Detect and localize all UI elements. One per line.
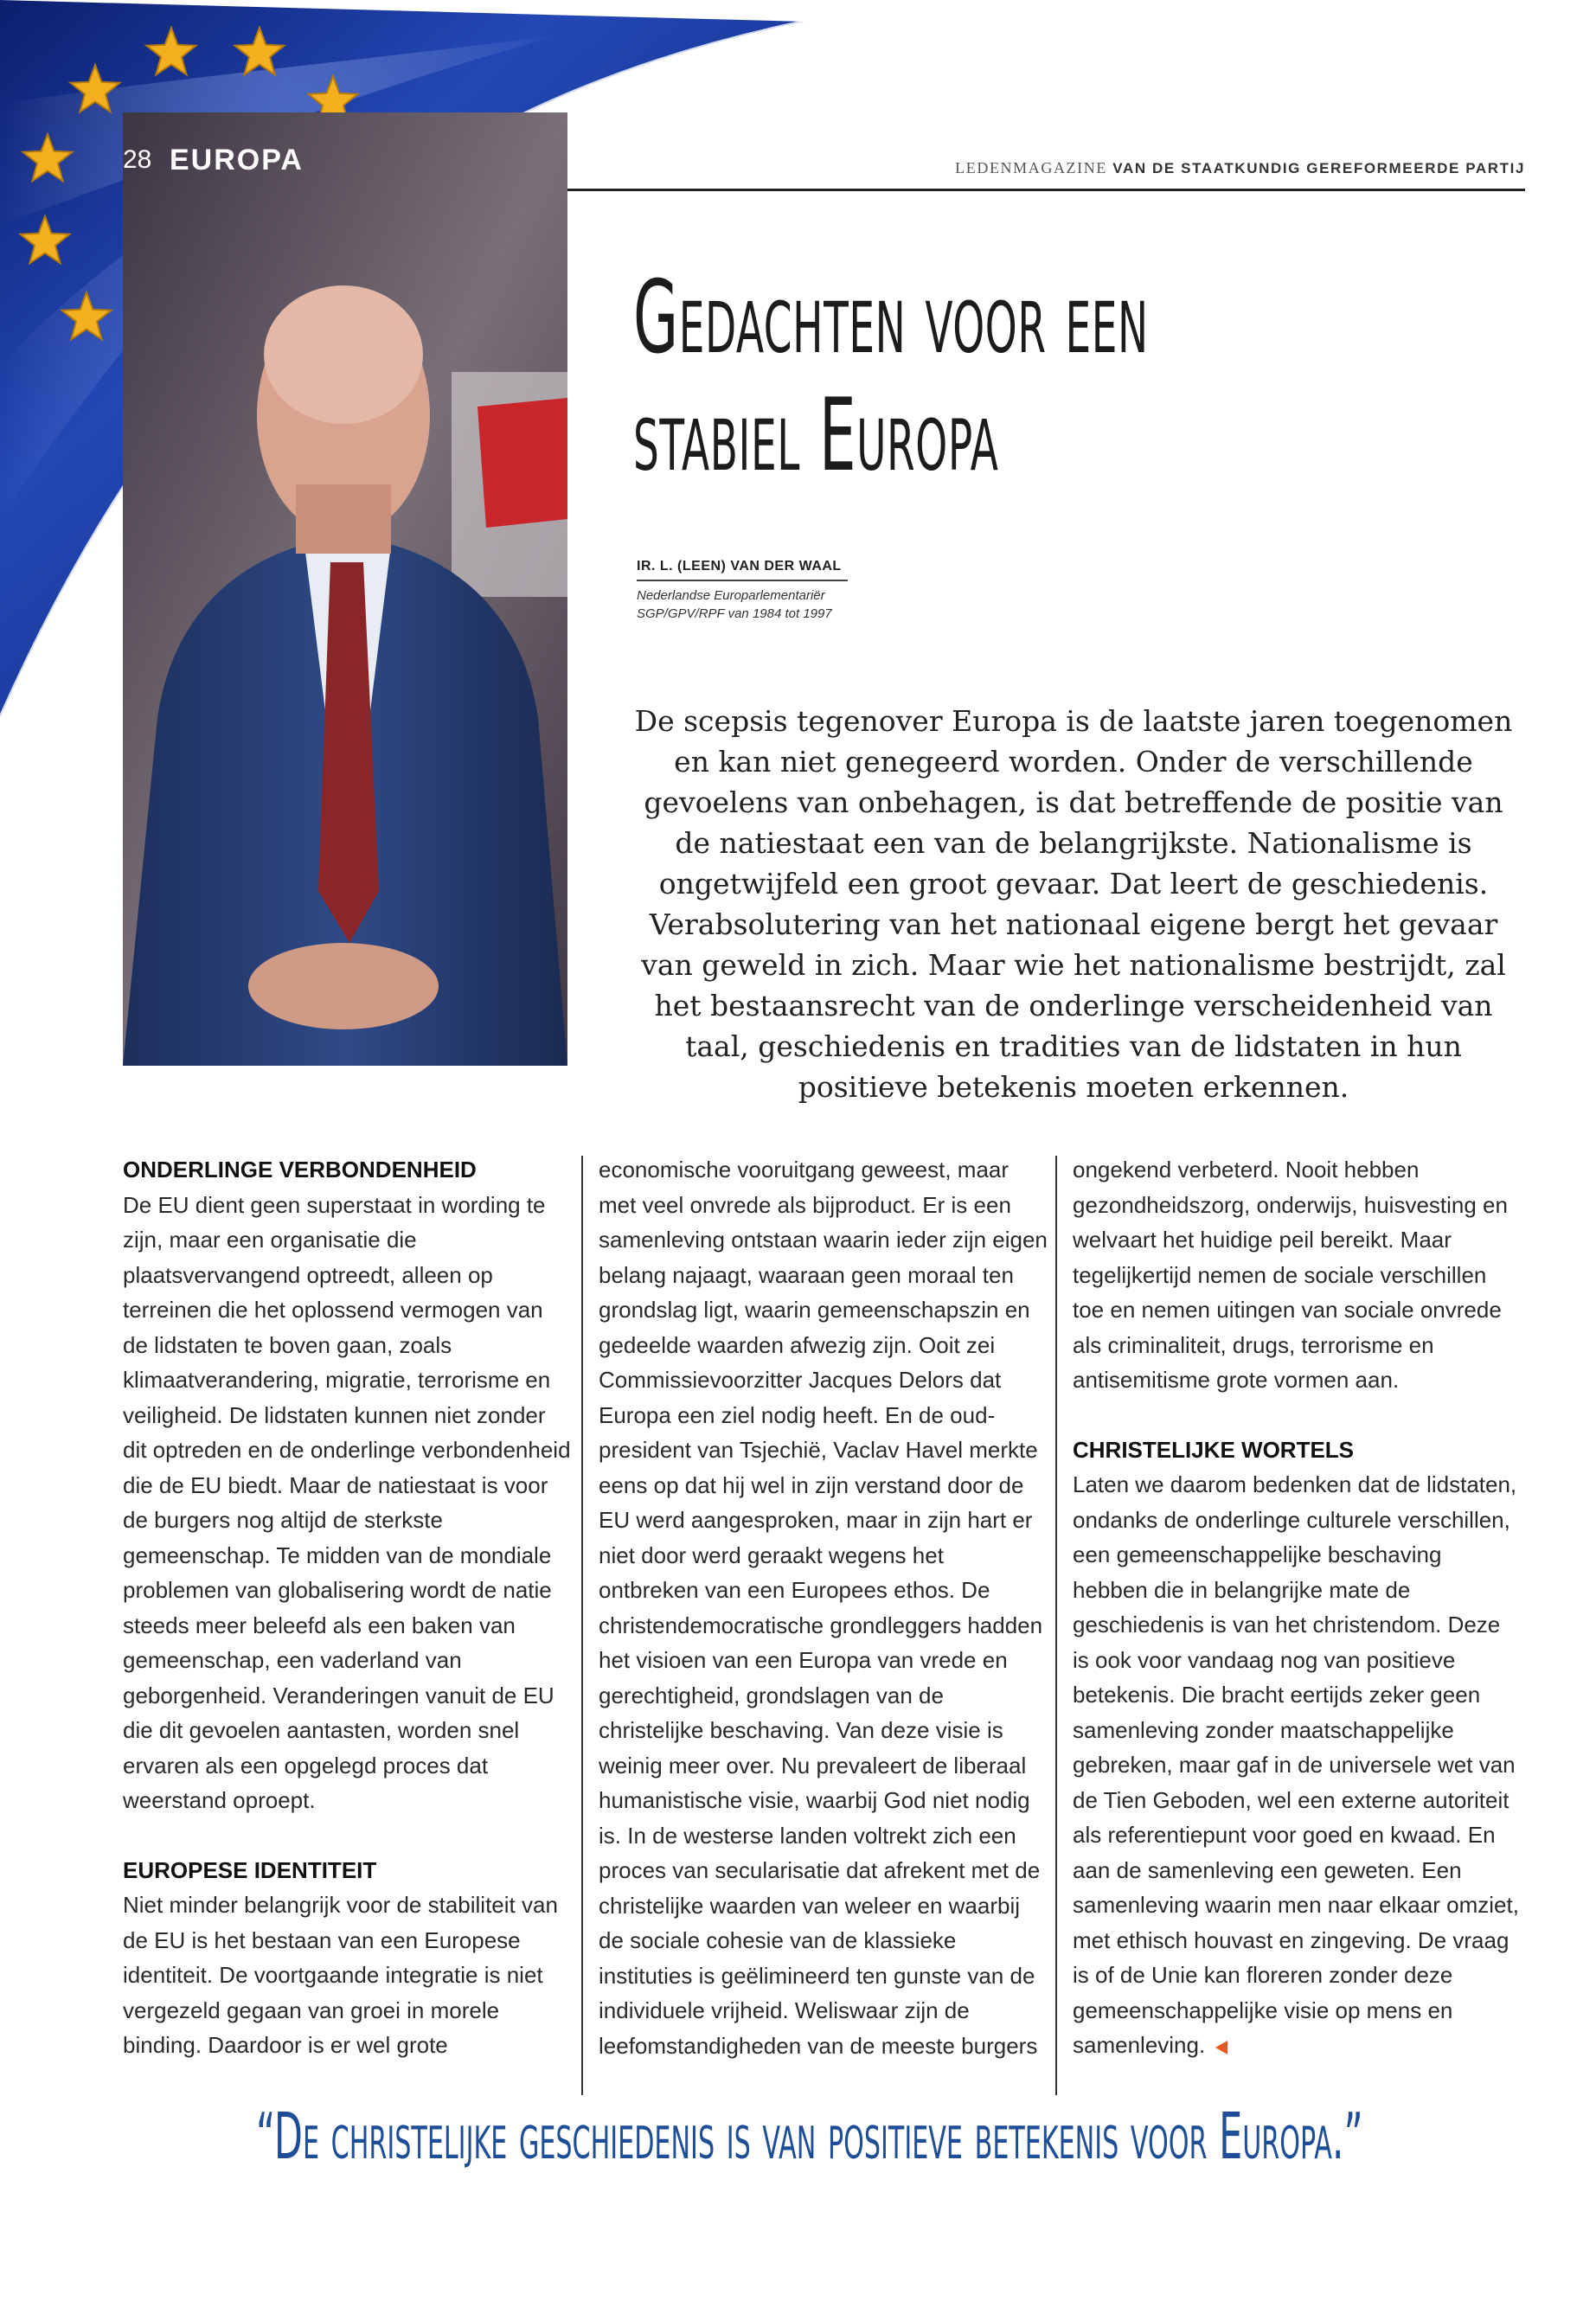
paragraph-gap (123, 1818, 573, 1853)
section-label: EUROPA (170, 144, 304, 176)
text-column-3 (1073, 1152, 1522, 2063)
text-column-1 (123, 1152, 573, 2063)
paragraph-europese-identiteit-end: ongekend verbeterd. Nooit hebben gezondheidszorg, onderwijs, huisvesting en welvaart het huidige peil bereikt. Maar tegelijkertijd nemen de sociale verschillen toe en nemen uitingen van sociale onvrede als criminaliteit, drugs, terrorisme en antisemitisme grote vormen aan. (1073, 1157, 1508, 1393)
article-intro: De scepsis tegenover Europa is de laatste jaren toegenomen en kan niet genegeerd worden. Onder de verschillende gevoelens van onbehagen, is dat betreffende de positie van de natiestaat een van de belangrijkste. Nationalisme is ongetwijfeld een groot gevaar. Dat leert de geschiedenis. Verabsolutering van het nationaal eigene bergt het gevaar van geweld in zich. Maar wie het nationalisme bestrijdt, zal het bestaansrecht van de onderlinge verscheidenheid van taal, geschiedenis en tradities van de lidstaten in hun positieve betekenis moeten erkennen. (634, 704, 1513, 1104)
paragraph-europese-identiteit: economische vooruitgang geweest, maar met veel onvrede als bijproduct. Er is een samenleving ontstaan waarin ieder zijn eigen belang najaagt, waaraan geen moraal ten grondslag ligt, waarin gemeenschapszin en gedeelde waarden afwezig zijn. Ooit zei Commissievoorzitter Jacques Delors dat Europa een ziel nodig heeft. En de oud-president van Tsjechië, Vaclav Havel merkte eens op dat hij wel in zijn verstand door de EU werd aangesproken, maar in zijn hart er niet door werd geraakt wegens het ontbreken van een Europees ethos. De christendemocratische grondleggers hadden het visioen van een Europa van vrede en gerechtigheid, grondslagen van de christelijke beschaving. Van deze visie is weinig meer over. Nu prevaleert de liberaal humanistische visie, waarbij God niet nodig is. In de westerse landen voltrekt zich een proces van secularisatie dat afrekent met de christelijke waarden van weleer en waarbij de sociale cohesie van de klassieke instituties is geëlimineerd ten gunste van de individuele vrijheid. Weliswaar zijn de leefomstandigheden van de meeste burgers (599, 1157, 1048, 2059)
magazine-title-light: LEDENMAGAZINE (955, 159, 1107, 176)
paragraph-christelijke-wortels (1073, 1467, 1522, 2063)
paragraph-gap (1073, 1398, 1522, 1433)
end-of-article-icon (1215, 2041, 1227, 2054)
paragraph-onderlinge-verbondenheid: De EU dient geen superstaat in wording te zijn, maar een organisatie die plaatsvervangend optreedt, alleen op terreinen die het oplossend vermogen van de lidstaten te boven gaan, zoals klimaatverandering, migratie, terrorisme en veiligheid. De lidstaten kunnen niet zonder dit optreden en de onderlinge verbondenheid die de EU biedt. Maar de natiestaat is voor de burgers nog altijd de sterkste gemeenschap. Te midden van de mondiale problemen van globalisering wordt de natie steeds meer beleefd als een baken van gemeenschap, een vaderland van geborgenheid. Veranderingen vanuit de EU die dit gevoelen aantasten, worden snel ervaren als een opgelegd proces dat weerstand oproept. (123, 1191, 571, 1813)
paragraph-europese-identiteit-start: Niet minder belangrijk voor de stabiliteit van de EU is het bestaan van een Europese identiteit. De voortgaande integratie is niet vergezeld gegaan van groei in morele binding. Daardoor is er wel grote (123, 1892, 558, 2058)
column-divider-1 (581, 1156, 583, 2095)
article-title (633, 260, 1497, 495)
text-column-2 (599, 1152, 1048, 2063)
page-number: 28 (123, 145, 152, 174)
byline-divider (637, 580, 848, 581)
column-divider-2 (1055, 1156, 1057, 2095)
section-heading-europese-identiteit: EUROPESE IDENTITEIT (123, 1856, 377, 1883)
magazine-title (955, 159, 1525, 177)
author-role-line-2: SGP/GPV/RPF van 1984 tot 1997 (637, 606, 832, 621)
section-heading-onderlinge-verbondenheid: ONDERLINGE VERBONDENHEID (123, 1157, 477, 1183)
author-name: IR. L. (LEEN) VAN DER WAAL (637, 559, 842, 574)
pull-quote: “De christelijke geschiedenis is van positieve betekenis voor Europa.” (256, 2099, 1363, 2174)
author-portrait-photo (123, 112, 567, 1066)
section-heading-christelijke-wortels: CHRISTELIJKE WORTELS (1073, 1436, 1355, 1463)
header-divider (567, 189, 1525, 191)
title-line-1: Gedachten voor een (633, 260, 1149, 376)
magazine-title-bold: VAN DE STAATKUNDIG GEREFORMEERDE PARTIJ (1112, 160, 1525, 176)
title-line-2: stabiel Europa (633, 377, 999, 494)
paragraph-christelijke-wortels-text: Laten we daarom bedenken dat de lidstaten, ondanks de onderlinge culturele verschillen, een gemeenschappelijke beschaving hebben die in belangrijke mate de geschiedenis is van het christendom. Deze is ook voor vandaag nog van positieve betekenis. Die bracht eertijds zeker geen samenleving zonder maatschappelijke gebreken, maar gaf in de universele wet van de Tien Geboden, wel een externe autoriteit als referentiepunt voor goed en kwaad. En aan de samenleving een geweten. Een samenleving waarin men naar elkaar omziet, met ethisch houvast en zingeving. De vraag is of de Unie kan floreren zonder deze gemeenschappelijke visie op mens en samenleving. (1073, 1471, 1519, 2058)
author-role (637, 586, 896, 623)
author-role-line-1: Nederlandse Europarlementariër (637, 588, 825, 603)
